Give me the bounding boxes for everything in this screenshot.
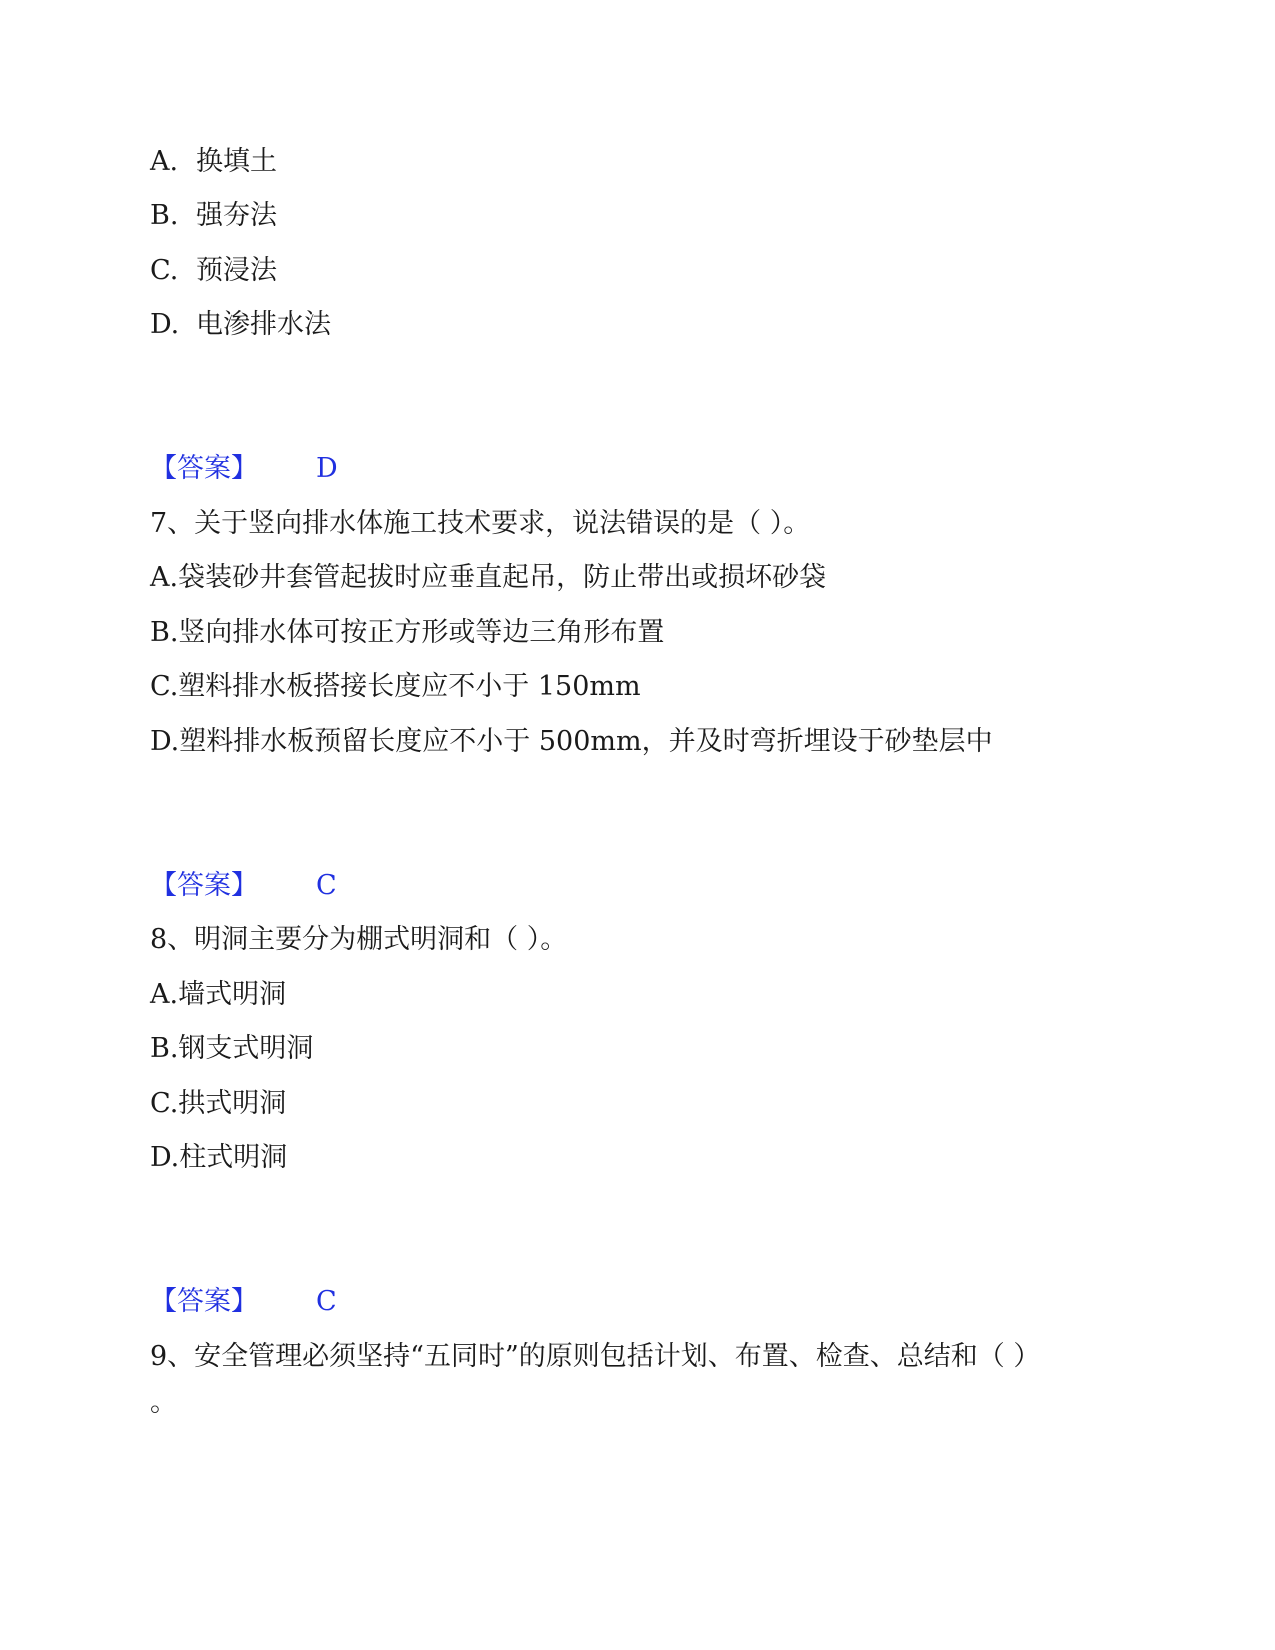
option-a	[150, 144, 277, 180]
question-8-stem: 8、明洞主要分为棚式明洞和（ ）。	[150, 924, 568, 955]
option-letter: C.	[150, 255, 179, 286]
answer-line	[150, 451, 338, 487]
option-letter: A.	[150, 146, 179, 177]
answer-label: 【答案】	[150, 1286, 258, 1317]
q7-option-d: D.塑料排水板预留长度应不小于 500mm，并及时弯折埋设于砂垫层中	[150, 726, 993, 757]
q8-option-c: C.拱式明洞	[150, 1088, 287, 1119]
answer-label: 【答案】	[150, 870, 258, 901]
option-letter: D.	[150, 309, 180, 340]
option-d	[150, 307, 331, 343]
answer-label: 【答案】	[150, 453, 258, 484]
option-text: 强夯法	[196, 200, 277, 231]
answer-line	[150, 868, 337, 904]
answer-value: C	[316, 870, 337, 901]
question-9-stem: 9、安全管理必须坚持“五同时”的原则包括计划、布置、检查、总结和（ ）	[150, 1341, 1041, 1372]
option-text: 预浸法	[196, 255, 277, 286]
question-7-stem: 7、关于竖向排水体施工技术要求，说法错误的是（ ）。	[150, 508, 811, 539]
q8-option-a: A.墙式明洞	[150, 979, 287, 1010]
q7-option-a: A.袋装砂井套管起拔时应垂直起吊，防止带出或损坏砂袋	[150, 562, 827, 593]
answer-value: C	[316, 1286, 337, 1317]
q8-option-b: B.钢支式明洞	[150, 1033, 314, 1064]
option-text: 换填土	[196, 146, 277, 177]
option-b	[150, 198, 277, 234]
question-9-stem-continuation: 。	[150, 1387, 177, 1418]
option-text: 电渗排水法	[196, 309, 331, 340]
q7-option-b: B.竖向排水体可按正方形或等边三角形布置	[150, 617, 665, 648]
option-c	[150, 253, 277, 289]
answer-value: D	[316, 453, 338, 484]
answer-line	[150, 1284, 337, 1320]
option-letter: B.	[150, 200, 179, 231]
q8-option-d: D.柱式明洞	[150, 1142, 288, 1173]
q7-option-c: C.塑料排水板搭接长度应不小于 150mm	[150, 671, 641, 702]
